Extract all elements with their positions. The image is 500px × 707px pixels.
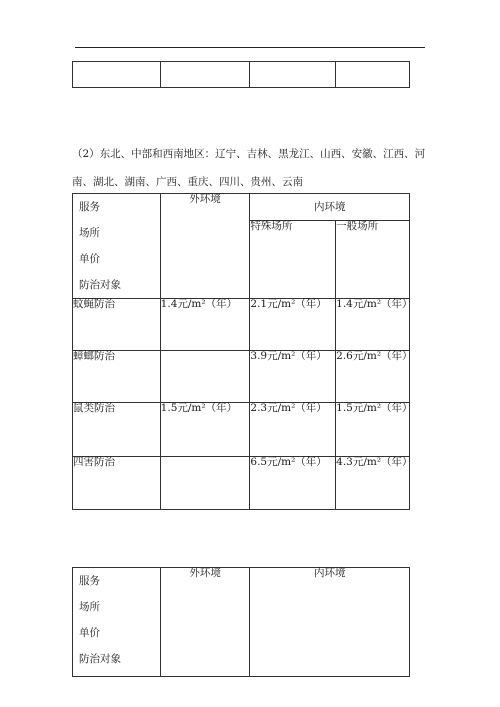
section-heading <box>72 140 432 196</box>
table-row <box>73 457 410 510</box>
bottom-pricing-table <box>72 567 410 677</box>
outdoor-price: 1.5元/m²（年） <box>160 403 250 457</box>
general-price: 4.3元/m²（年） <box>336 457 410 510</box>
top-cell-3 <box>250 62 336 88</box>
row-name: 蚊蝇防治 <box>73 299 161 351</box>
outdoor-price <box>160 351 250 403</box>
special-price: 2.1元/m²（年） <box>250 299 336 351</box>
row-name: 蟑螂防治 <box>73 351 161 403</box>
bottom-service-header-cell <box>73 568 161 677</box>
row-name: 鼠类防治 <box>73 403 161 457</box>
header-rule <box>75 47 425 48</box>
top-cell-4 <box>336 62 410 88</box>
bottom-venue-label: 场所 <box>79 601 100 613</box>
top-fragment-table <box>72 61 410 88</box>
unit-price-label: 单价 <box>79 253 100 265</box>
indoor-header: 内环境 <box>250 194 410 221</box>
section-heading-line-2: 南、湖北、湖南、广西、重庆、四川、贵州、云南 <box>72 176 303 188</box>
outdoor-price <box>160 457 250 510</box>
section-heading-line-1: （2）东北、中部和西南地区：辽宁、吉林、黑龙江、山西、安徽、江西、河 <box>72 148 426 160</box>
outdoor-price: 1.4元/m²（年） <box>160 299 250 351</box>
special-price: 6.5元/m²（年） <box>250 457 336 510</box>
special-venue-header: 特殊场所 <box>250 221 336 299</box>
venue-label: 场所 <box>79 227 100 239</box>
special-price: 3.9元/m²（年） <box>250 351 336 403</box>
general-venue-header: 一般场所 <box>336 221 410 299</box>
service-label: 服务 <box>79 201 100 213</box>
pricing-table <box>72 193 413 510</box>
bottom-service-label: 服务 <box>79 575 100 587</box>
general-price: 1.5元/m²（年） <box>336 403 410 457</box>
bottom-target-label: 防治对象 <box>79 653 121 665</box>
special-price: 2.3元/m²（年） <box>250 403 336 457</box>
table-row <box>73 299 410 351</box>
bottom-unit-price-label: 单价 <box>79 627 100 639</box>
general-price: 1.4元/m²（年） <box>336 299 410 351</box>
general-price: 2.6元/m²（年） <box>336 351 410 403</box>
target-label: 防治对象 <box>79 279 121 291</box>
bottom-outdoor-header: 外环境 <box>160 568 250 677</box>
top-cell-2 <box>160 62 250 88</box>
outdoor-header: 外环境 <box>160 194 250 299</box>
service-header-cell <box>73 194 161 299</box>
table-row <box>73 403 410 457</box>
top-cell-1 <box>73 62 161 88</box>
bottom-indoor-header: 内环境 <box>250 568 410 677</box>
table-row <box>73 351 410 403</box>
row-name: 四害防治 <box>73 457 161 510</box>
